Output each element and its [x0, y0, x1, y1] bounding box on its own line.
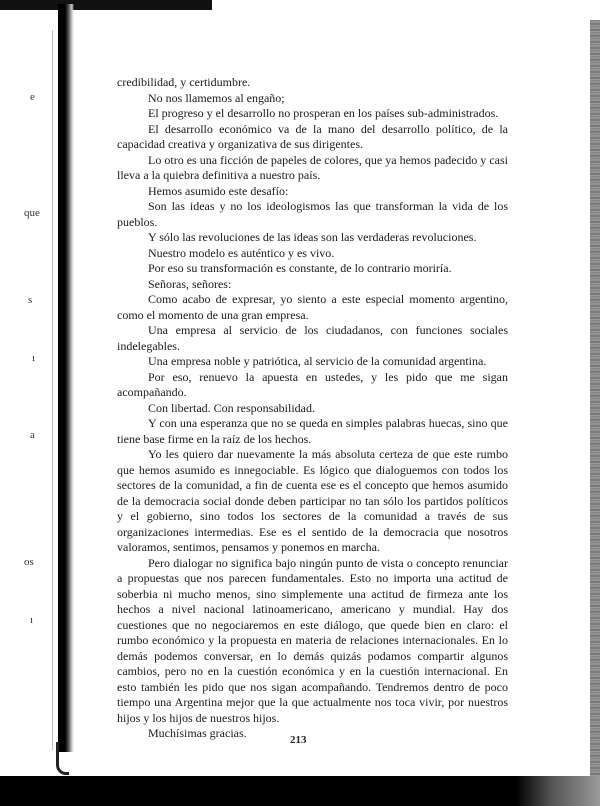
margin-fragment: s	[28, 294, 33, 306]
paragraph: No nos llamemos al engaño;	[148, 90, 285, 105]
paragraph: Muchísimas gracias.	[148, 726, 247, 740]
paragraph: Por eso su transformación es constante, de lo contrario moriría.	[148, 261, 452, 275]
paragraph: Yo les quiero dar nuevamente la más absoluta certeza de que este rumbo que hemos asumido es innegociable. Es lógico que dialoguemos con todos los sectores de la comunidad, a fin de cuenta ese es el concepto que hemos asumido de la democracia social donde deben participar no tan sólo los partidos políticos y el gobierno, sino todos los sectores de la comunidad a través de sus organizaciones intermedias. Ese es el sentido de la democracia que nosotros valoramos, sentimos, pensamos y ponemos en marcha.	[117, 447, 508, 554]
paragraph: Lo otro es una ficción de papeles de colores, que ya hemos padecido y casi lleva a la quiebra definitiva a nuestro país.	[117, 152, 508, 182]
paragraph: Nuestro modelo es auténtico y es vivo.	[148, 245, 335, 260]
page-number: 213	[290, 734, 307, 746]
margin-fragment: e	[30, 91, 35, 103]
paragraph: Y sólo las revoluciones de las ideas son las verdaderas revoluciones.	[148, 230, 477, 244]
previous-page-margin	[0, 0, 50, 780]
paragraph: El progreso y el desarrollo no prosperan en los países sub-administrados.	[148, 106, 499, 120]
book-spine-shadow	[58, 4, 74, 752]
margin-fragment: ı	[30, 614, 34, 626]
paragraph: Como acabo de expresar, yo siento a este especial momento argentino, como el momento de una gran empresa.	[117, 292, 508, 322]
paragraph: El desarrollo económico va de la mano del desarrollo político, de la capacidad creativa y organizativa de sus dirigentes.	[117, 121, 508, 151]
paragraph: Señoras, señores:	[148, 276, 232, 291]
paragraph: Y con una esperanza que no se queda en simples palabras huecas, sino que tiene base firme en la raíz de los hechos.	[117, 416, 508, 446]
margin-fragment: que	[24, 207, 40, 219]
spine-line	[52, 30, 53, 750]
margin-fragment: ı	[32, 352, 36, 364]
paragraph: Son las ideas y no los ideologismos las que transforman la vida de los pueblos.	[117, 199, 508, 229]
page-body-text	[117, 75, 508, 742]
paragraph: credibilidad, y certidumbre.	[117, 75, 251, 89]
paragraph: Una empresa noble y patriótica, al servicio de la comunidad argentina.	[148, 354, 487, 368]
spine-curl	[56, 742, 69, 775]
paragraph: Pero dialogar no significa bajo ningún punto de vista o concepto renunciar a propuestas que nos parecen fundamentales. Esto no importa una actitud de soberbia ni mucho menos, sino simplemente una actitud de firmeza ante los hechos a nivel nacional latinoamericano, americano y mundial. Hay dos cuestiones que no negociaremos en este diálogo, que quede bien en claro: el rumbo económico y la propuesta en materia de relaciones internacionales. En lo demás podemos conversar, en lo demás quizás podamos compartir algunos cambios, pero no en la cuestión económica y en la cuestión internacional. En esto también les pido que nos sigan acompañando. Tendremos dentro de poco tiempo una Argentina mejor que la que actualmente nos toca vivir, por nuestros hijos y los hijos de nuestros hijos.	[117, 555, 508, 725]
scan-right-edge	[590, 20, 600, 780]
margin-fragment: a	[30, 429, 35, 441]
scan-bottom-border	[0, 776, 600, 806]
paragraph: Una empresa al servicio de los ciudadanos, con funciones sociales indelegables.	[117, 323, 508, 353]
paragraph: Hemos asumido este desafío:	[148, 183, 289, 198]
margin-fragment: os	[24, 556, 34, 568]
paragraph: Por eso, renuevo la apuesta en ustedes, y les pido que me sigan acompañando.	[117, 369, 508, 399]
paragraph: Con libertad. Con responsabilidad.	[148, 400, 315, 415]
